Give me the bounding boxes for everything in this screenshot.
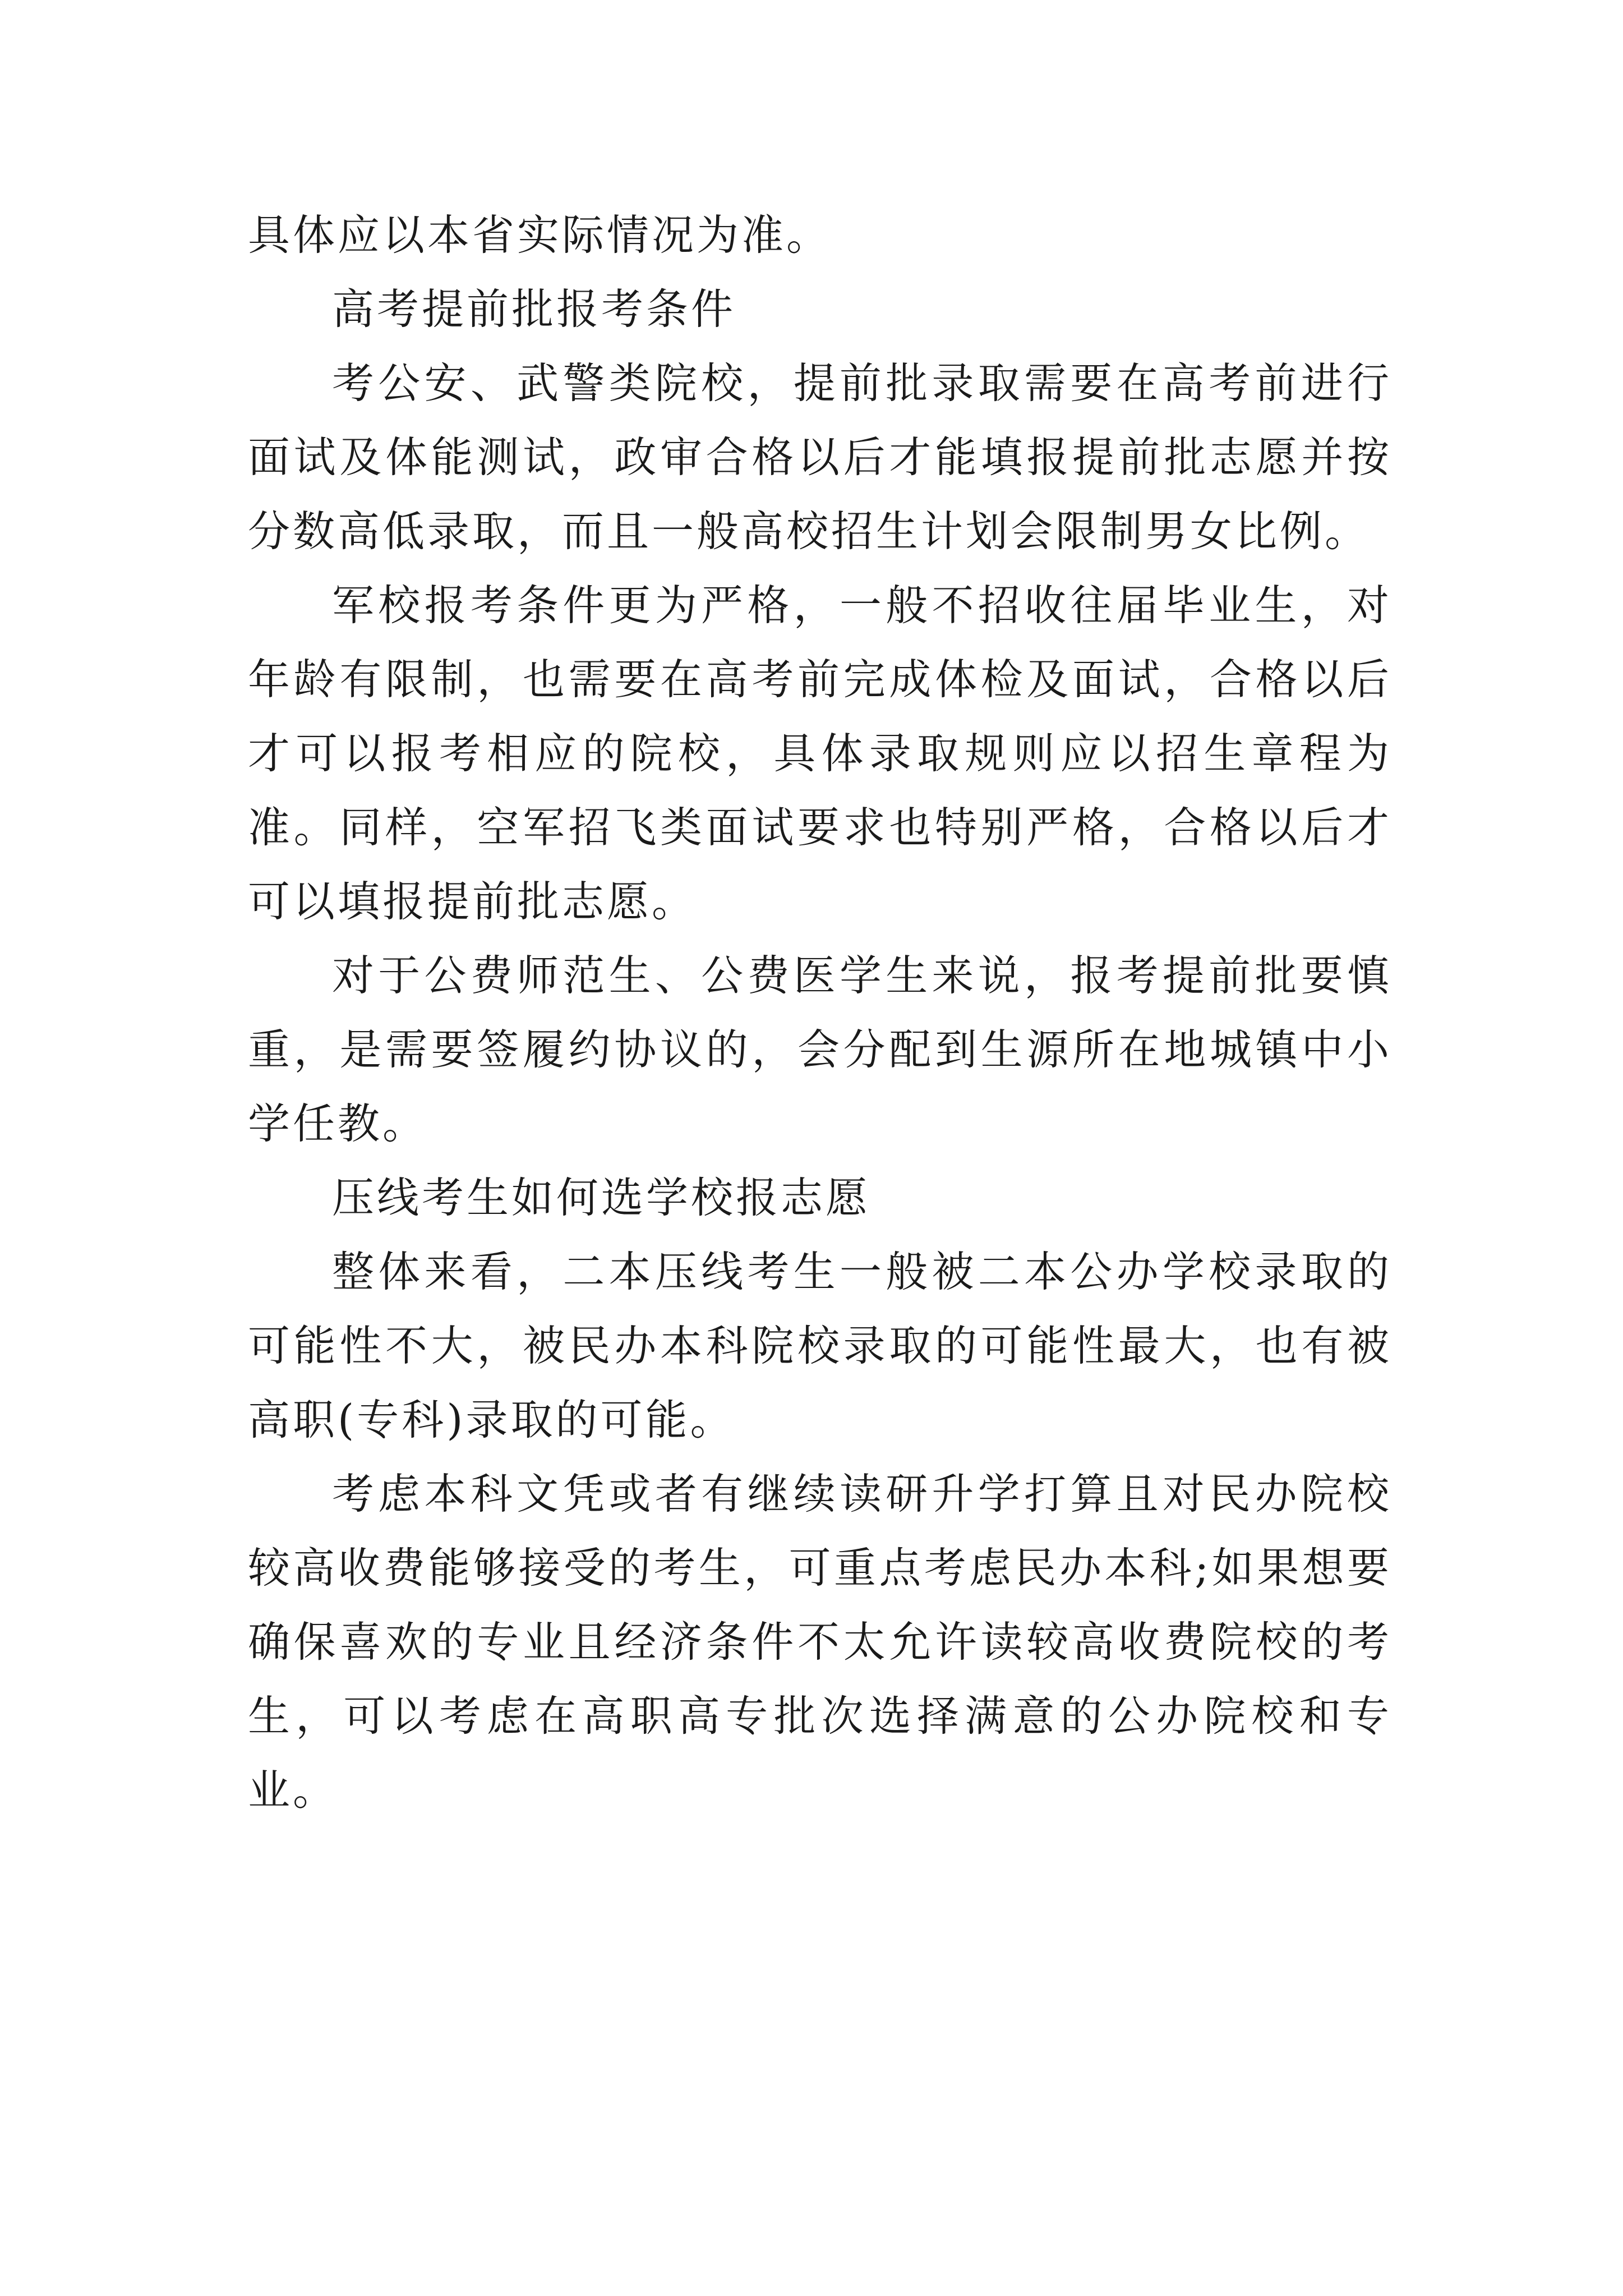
- document-body: [248, 198, 1392, 1827]
- paragraph-advice: 考虑本科文凭或者有继续读研升学打算且对民办院校较高收费能够接受的考生，可重点考虑民办本科;如果想要确保喜欢的专业且经济条件不太允许读较高收费院校的考生，可以考虑在高职高专批次选择满意的公办院校和专业。: [248, 1469, 1392, 1815]
- paragraph-continuation: 具体应以本省实际情况为准。: [248, 210, 832, 260]
- section-heading-borderline-candidates: 压线考生如何选学校报志愿: [332, 1173, 871, 1222]
- paragraph-military-academies: 军校报考条件更为严格，一般不招收往届毕业生，对年龄有限制，也需要在高考前完成体检及面试，合格以后才可以报考相应的院校，具体录取规则应以招生章程为准。同样，空军招飞类面试要求也特别严格，合格以后才可以填报提前批志愿。: [248, 581, 1392, 926]
- section-heading-early-batch-conditions: 高考提前批报考条件: [332, 284, 736, 334]
- paragraph-police-academies: 考公安、武警类院校，提前批录取需要在高考前进行面试及体能测试，政审合格以后才能填报提前批志愿并按分数高低录取，而且一般高校招生计划会限制男女比例。: [248, 358, 1392, 556]
- paragraph-publicly-funded-students: 对于公费师范生、公费医学生来说，报考提前批要慎重，是需要签履约协议的，会分配到生源所在地城镇中小学任教。: [248, 951, 1392, 1148]
- paragraph-overall-outlook: 整体来看，二本压线考生一般被二本公办学校录取的可能性不大，被民办本科院校录取的可能性最大，也有被高职(专科)录取的可能。: [248, 1247, 1392, 1444]
